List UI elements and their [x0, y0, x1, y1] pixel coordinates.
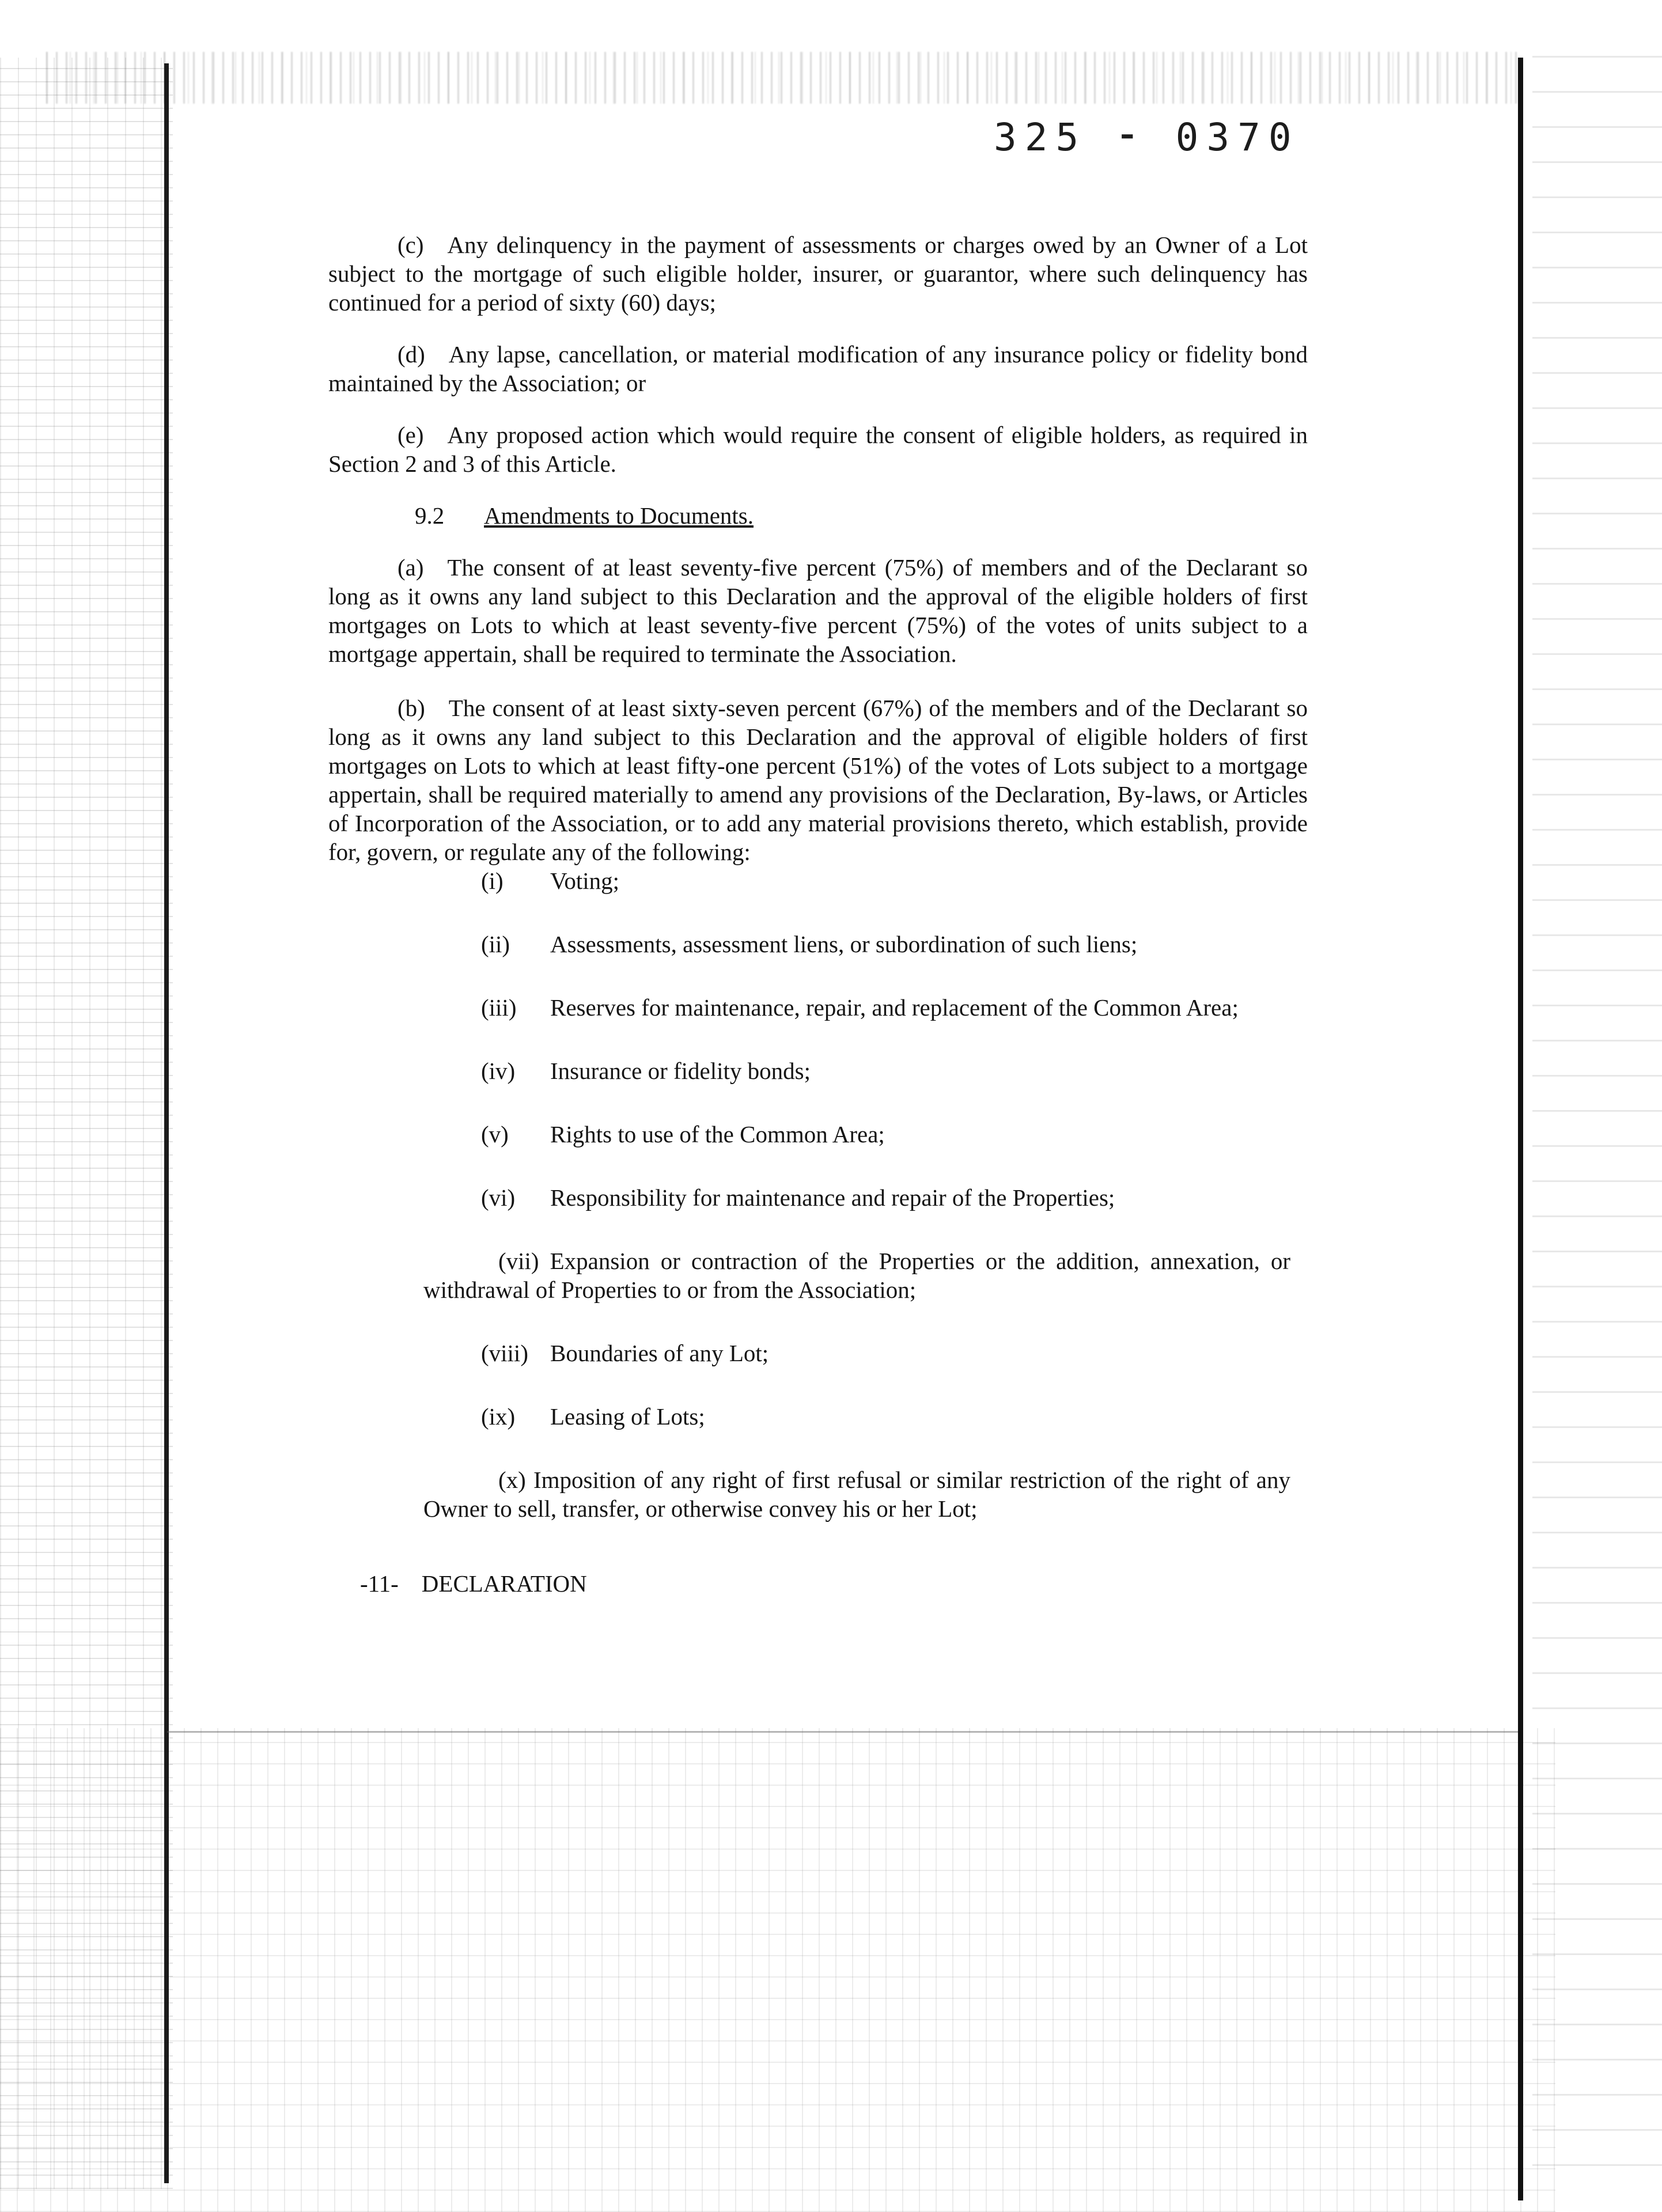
- footer-label: DECLARATION: [421, 1570, 587, 1597]
- document-body: [328, 230, 1308, 1558]
- scan-noise-top: [46, 52, 1521, 104]
- list-item: (vii) Expansion or contraction of the Properties or the addition, annexation, or withdrawal of Properties to or from the Association;: [423, 1248, 1290, 1303]
- list-item: (iv) Insurance or fidelity bonds;: [481, 1058, 811, 1084]
- list-item: (v) Rights to use of the Common Area;: [481, 1121, 885, 1147]
- amendment-topics-list: [328, 866, 1308, 1523]
- list-item: (x) Imposition of any right of first refusal or similar restriction of the right of any Owner to sell, transfer, or otherwise convey his or her Lot;: [423, 1467, 1291, 1522]
- paragraph-c: (c) Any delinquency in the payment of assessments or charges owed by an Owner of a Lot subject to the mortgage of such eligible holder, insurer, or guarantor, where such delinquency has continued for a period of sixty (60) days;: [328, 232, 1308, 316]
- section-heading: [328, 501, 1308, 530]
- scan-noise-left: [0, 58, 173, 2189]
- footer-page-number: -11-: [360, 1570, 399, 1597]
- section-title: Amendments to Documents.: [484, 502, 754, 529]
- paragraph-9-2-a: (a) The consent of at least seventy-five percent (75%) of members and of the Declarant so long as it owns any land subject to this Declaration and the approval of the eligible holders of first mortgages on Lots to which at least seventy-five percent (75%) of the votes of units subject to a mortgage appertain, shall be required to terminate the Association.: [328, 554, 1308, 667]
- list-item: (ix) Leasing of Lots;: [481, 1403, 705, 1430]
- scan-edge-bottom: [167, 1731, 1518, 1733]
- book-page-number: 325 ⁃ 0370: [994, 115, 1300, 160]
- scan-edge-left: [164, 63, 169, 2183]
- paragraph-d: (d) Any lapse, cancellation, or material modification of any insurance policy or fidelity bond maintained by the Association; or: [328, 341, 1308, 396]
- scan-noise-right: [1532, 35, 1662, 2166]
- paragraph-9-2-b: (b) The consent of at least sixty-seven percent (67%) of the members and of the Declarant so long as it owns any land subject to this Declaration and the approval of eligible holders of first mortgages on Lots to which at least fifty-one percent (51%) of the votes of Lots subject to a mortgage appertain, shall be required materially to amend any provisions of the Declaration, By-laws, or Articles of Incorporation of the Association, or to add any material provisions thereto, which establish, provide for, govern, or regulate any of the following:: [328, 695, 1308, 865]
- list-item: (ii) Assessments, assessment liens, or subordination of such liens;: [481, 931, 1138, 957]
- list-item: (viii) Boundaries of any Lot;: [481, 1340, 769, 1366]
- list-item: (iii) Reserves for maintenance, repair, and replacement of the Common Area;: [481, 994, 1239, 1021]
- scan-noise-bottom: [0, 1728, 1555, 2212]
- list-item: (vi) Responsibility for maintenance and repair of the Properties;: [481, 1184, 1115, 1211]
- page-footer: [360, 1570, 587, 1597]
- paragraph-e: (e) Any proposed action which would require the consent of eligible holders, as required in Section 2 and 3 of this Article.: [328, 422, 1308, 477]
- scan-edge-right: [1518, 58, 1523, 2200]
- section-number: 9.2: [415, 502, 445, 529]
- list-item: (i) Voting;: [481, 868, 619, 894]
